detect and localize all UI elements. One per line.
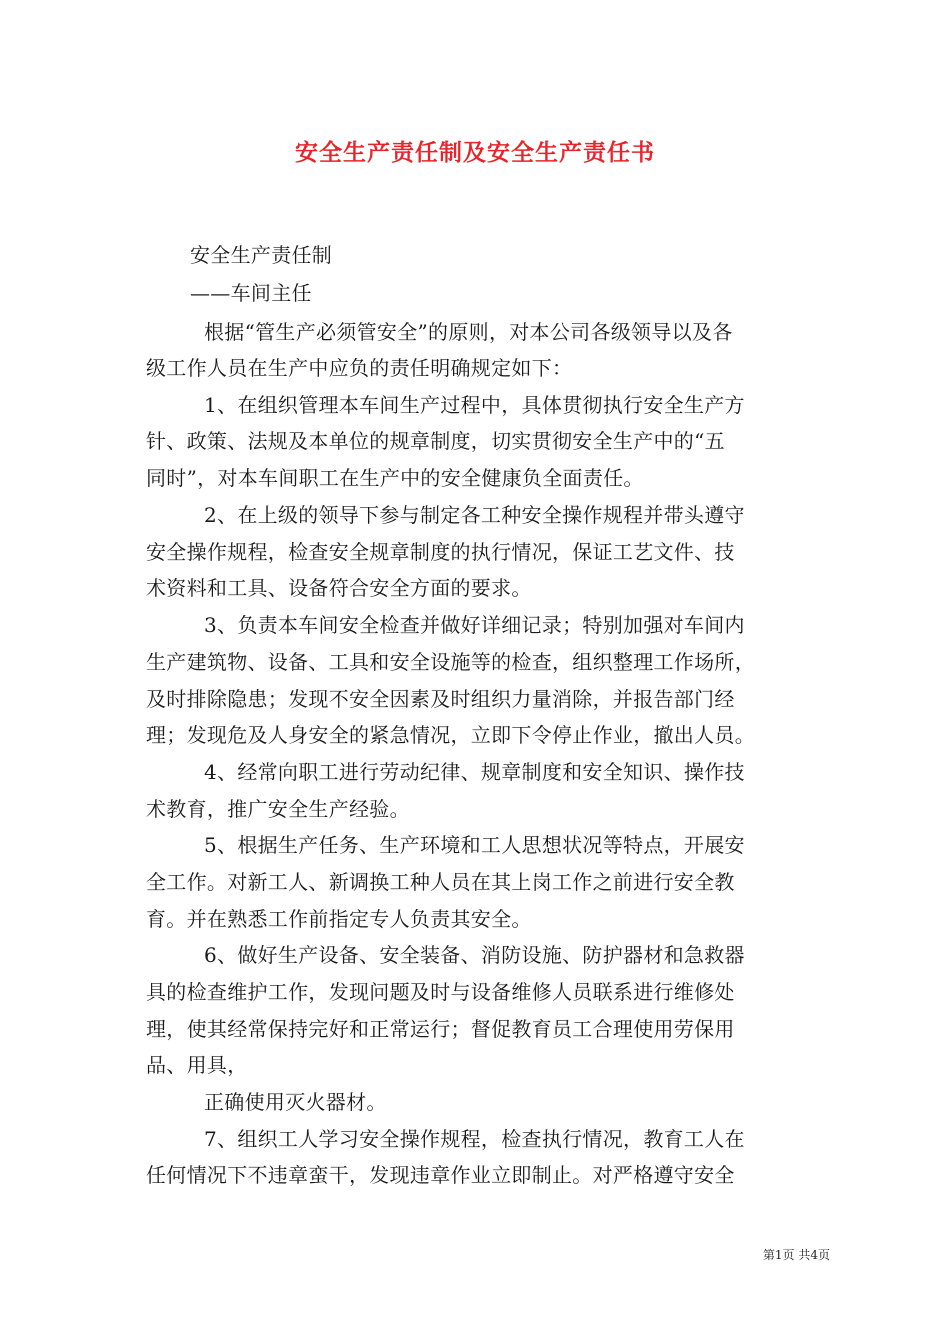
body-line: 理，使其经常保持完好和正常运行；督促教育员工合理使用劳保用 <box>146 1017 735 1041</box>
body-line: 7、组织工人学习安全操作规程，检查执行情况，教育工人在 <box>204 1127 745 1151</box>
body-line: 根据“管生产必须管安全”的原则，对本公司各级领导以及各 <box>204 320 733 344</box>
body-line: 全工作。对新工人、新调换工种人员在其上岗工作之前进行安全教 <box>146 870 735 894</box>
body-line: 品、用具， <box>146 1053 248 1077</box>
body-line: 5、根据生产任务、生产环境和工人思想状况等特点，开展安 <box>204 833 745 857</box>
body-line: 1、在组织管理本车间生产过程中，具体贯彻执行安全生产方 <box>204 393 745 417</box>
body-line: 及时排除隐患；发现不安全因素及时组织力量消除，并报告部门经 <box>146 687 735 711</box>
page-number: 第1页 共4页 <box>762 1248 830 1262</box>
body-line: 术教育，推广安全生产经验。 <box>146 797 410 821</box>
role-label: ——车间主任 <box>190 281 312 305</box>
body-line: 正确使用灭火器材。 <box>204 1090 387 1114</box>
body-line: 3、负责本车间安全检查并做好详细记录；特别加强对车间内 <box>204 613 745 637</box>
body-line: 2、在上级的领导下参与制定各工种安全操作规程并带头遵守 <box>204 503 745 527</box>
body-line: 针、政策、法规及本单位的规章制度，切实贯彻安全生产中的“五 <box>146 429 725 453</box>
body-line: 4、经常向职工进行劳动纪律、规章制度和安全知识、操作技 <box>204 760 745 784</box>
body-line: 生产建筑物、设备、工具和安全设施等的检查，组织整理工作场所， <box>146 650 755 674</box>
section-heading: 安全生产责任制 <box>190 243 333 267</box>
body-line: 术资料和工具、设备符合安全方面的要求。 <box>146 576 532 600</box>
body-line: 安全操作规程，检查安全规章制度的执行情况，保证工艺文件、技 <box>146 540 735 564</box>
body-line: 同时”，对本车间职工在生产中的安全健康负全面责任。 <box>146 466 644 490</box>
body-line: 级工作人员在生产中应负的责任明确规定如下： <box>146 356 573 380</box>
body-line: 育。并在熟悉工作前指定专人负责其安全。 <box>146 907 532 931</box>
body-line: 理；发现危及人身安全的紧急情况，立即下令停止作业，撤出人员。 <box>146 723 755 747</box>
body-line: 任何情况下不违章蛮干，发现违章作业立即制止。对严格遵守安全 <box>146 1163 735 1187</box>
body-line: 具的检查维护工作，发现问题及时与设备维修人员联系进行维修处 <box>146 980 735 1004</box>
document-title: 安全生产责任制及安全生产责任书 <box>295 139 655 166</box>
body-line: 6、做好生产设备、安全装备、消防设施、防护器材和急救器 <box>204 943 745 967</box>
